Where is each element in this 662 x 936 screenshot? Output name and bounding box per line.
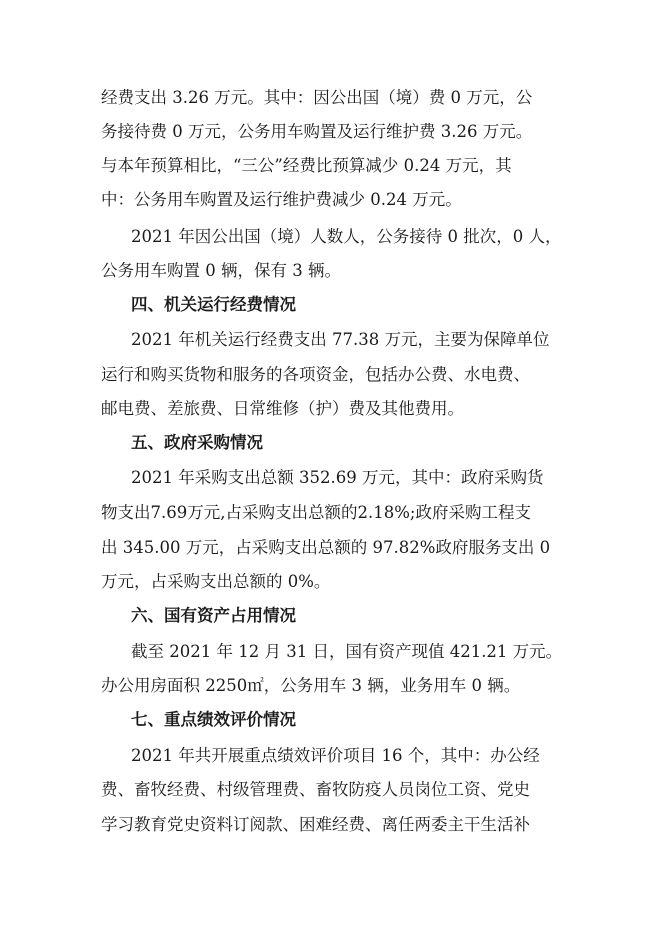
text-line: 2021 年机关运行经费支出 77.38 万元，主要为保障单位 [131, 330, 550, 349]
text-line: 务接待费 0 万元，公务用车购置及运行维护费 3.26 万元。 [101, 122, 533, 141]
section-heading: 六、国有资产占用情况 [131, 606, 296, 625]
text-line: 运行和购买货物和服务的各项资金，包括办公费、水电费、 [101, 365, 530, 384]
text-line: 物支出7.69万元,占采购支出总额的2.18%;政府采购工程支 [101, 503, 531, 522]
text-line: 出 345.00 万元，占采购支出总额的 97.82%政府服务支出 0 [101, 538, 551, 557]
section-heading: 四、机关运行经费情况 [131, 295, 296, 314]
text-line: 与本年预算相比，“三公”经费比预算减少 0.24 万元，其 [101, 156, 512, 175]
text-line: 经费支出 3.26 万元。其中：因公出国（境）费 0 万元，公 [101, 88, 533, 107]
text-line: 2021 年采购支出总额 352.69 万元，其中：政府采购货 [131, 468, 544, 487]
section-heading: 七、重点绩效评价情况 [131, 710, 296, 729]
text-line: 截至 2021 年 12 月 31 日，国有资产现值 421.21 万元。 [131, 642, 563, 661]
text-line: 费、畜牧经费、村级管理费、畜牧防疫人员岗位工资、党史 [101, 780, 530, 799]
section-heading: 五、政府采购情况 [131, 433, 263, 452]
text-line: 万元，占采购支出总额的 0%。 [101, 572, 331, 591]
text-line: 学习教育党史资料订阅款、困难经费、离任两委主干生活补 [101, 815, 530, 834]
text-line: 中：公务用车购置及运行维护费减少 0.24 万元。 [101, 190, 462, 209]
text-line: 2021 年因公出国（境）人数人，公务接待 0 批次，0 人， [131, 227, 562, 246]
text-line: 公务用车购置 0 辆，保有 3 辆。 [101, 261, 341, 280]
text-line: 办公用房面积 2250㎡，公务用车 3 辆，业务用车 0 辆。 [101, 676, 521, 695]
text-line: 邮电费、差旅费、日常维修（护）费及其他费用。 [101, 399, 464, 418]
text-line: 2021 年共开展重点绩效评价项目 16 个，其中：办公经 [131, 746, 540, 765]
